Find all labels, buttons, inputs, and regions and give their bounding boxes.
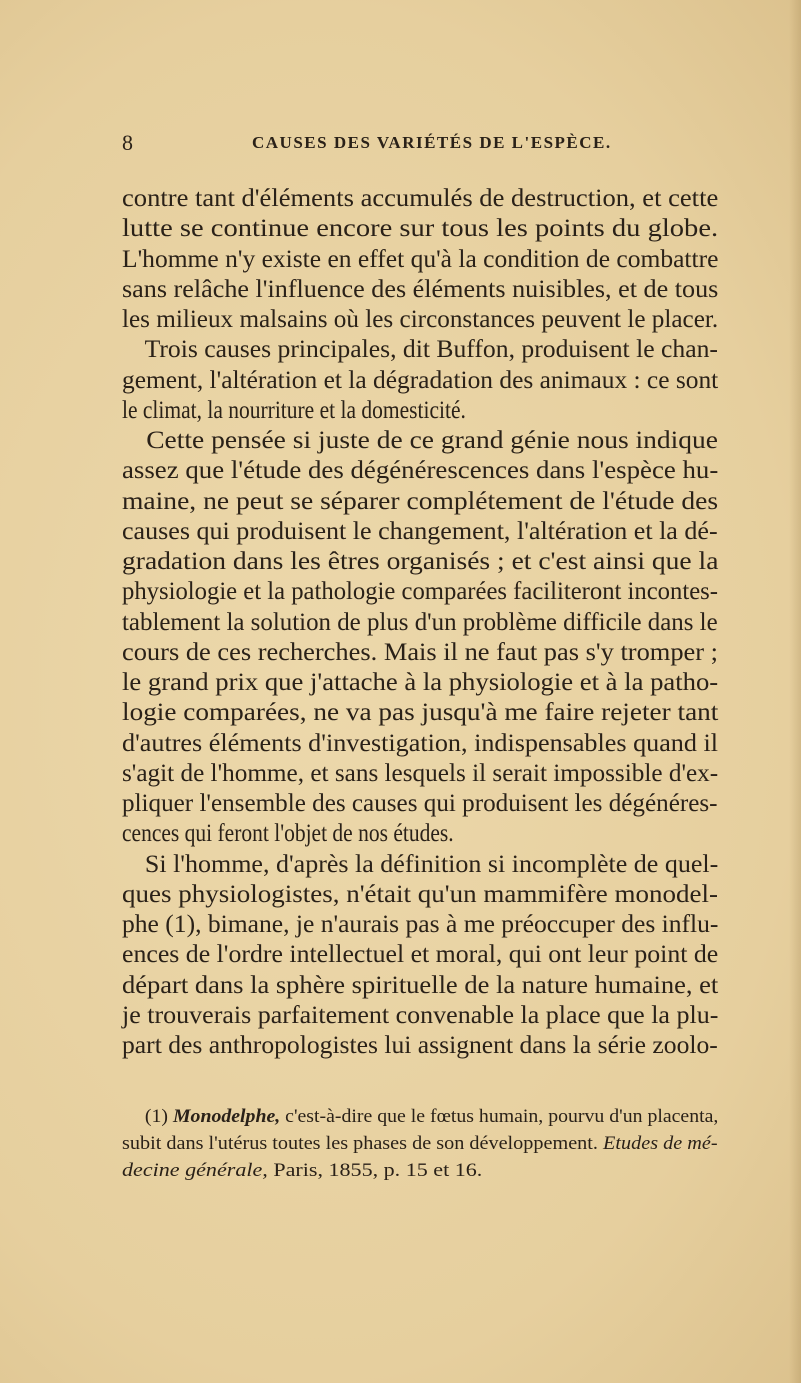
text-line: tablement la solution de plus d'un problème difficile dans le — [122, 608, 718, 636]
text-line: les milieux malsains où les circonstances peuvent le placer. — [122, 306, 719, 333]
footnote-line — [122, 1157, 801, 1184]
text-line: pliquer l'ensemble des causes qui produisent les dégénéres- — [122, 790, 718, 817]
text-line: causes qui produisent le changement, l'altération et la dé- — [122, 517, 718, 545]
text-line: le grand prix que j'attache à la physiologie et à la patho- — [122, 669, 719, 696]
text-line: départ dans la sphère spirituelle de la nature humaine, et — [122, 971, 719, 999]
text-line: assez que l'étude des dégénérescences dans l'espèce hu- — [122, 457, 719, 485]
page-number: 8 — [122, 130, 133, 155]
text-line: Trois causes principales, dit Buffon, produisent le chan- — [144, 336, 718, 364]
footnote-citation-title: decine générale, — [122, 1160, 268, 1181]
text-line: gradation dans les êtres organisés ; et c'est ainsi que la — [122, 548, 719, 575]
text-line: logie comparées, ne va pas jusqu'à me faire rejeter tant — [122, 699, 719, 727]
text-line: Cette pensée si juste de ce grand génie nous indique — [146, 427, 718, 454]
footnote-line — [122, 1130, 756, 1157]
footnote-line — [122, 1103, 743, 1130]
text-line: contre tant d'éléments accumulés de destruction, et cette — [122, 185, 719, 212]
body-text — [122, 184, 718, 1061]
footnote-marker: (1) — [144, 1106, 169, 1127]
text-line: je trouverais parfaitement convenable la place que la plu- — [122, 1001, 719, 1029]
text-line: part des anthropologistes lui assignent dans la série zoolo- — [122, 1032, 718, 1059]
text-line: L'homme n'y existe en effet qu'à la condition de combattre — [122, 245, 719, 273]
footnote-citation-title: Etudes de mé- — [603, 1133, 718, 1154]
text-line: cours de ces recherches. Mais il ne faut pas s'y tromper ; — [122, 638, 719, 666]
text-line: lutte se continue encore sur tous les points du globe. — [122, 215, 719, 243]
running-title: CAUSES DES VARIÉTÉS DE L'ESPÈCE. — [252, 133, 612, 152]
footnote-term: Monodelphe, — [172, 1106, 281, 1127]
text-line: cences qui feront l'objet de nos études. — [122, 820, 454, 848]
footnote-text: subit dans l'utérus toutes les phases de son développement. — [122, 1133, 598, 1154]
text-line: maine, ne peut se séparer complétement de l'étude des — [122, 487, 719, 515]
footnote-citation: Paris, 1855, p. 15 et 16. — [273, 1160, 483, 1181]
text-line: gement, l'altération et la dégradation des animaux : ce sont — [122, 366, 719, 394]
text-line: phe (1), bimane, je n'aurais pas à me préoccuper des influ- — [122, 911, 719, 938]
text-line: ques physiologistes, n'était qu'un mammifère monodel- — [122, 880, 718, 908]
footnote-text: c'est-à-dire que le fœtus humain, pourvu d'un placenta, — [285, 1106, 719, 1127]
text-line: ences de l'ordre intellectuel et moral, qui ont leur point de — [122, 941, 719, 969]
text-line: Si l'homme, d'après la définition si incomplète de quel- — [144, 850, 719, 878]
text-line: sans relâche l'influence des éléments nuisibles, et de tous — [122, 275, 719, 303]
text-line: d'autres éléments d'investigation, indispensables quand il — [122, 729, 719, 757]
running-header — [122, 130, 722, 156]
text-line: s'agit de l'homme, et sans lesquels il serait impossible d'ex- — [122, 759, 719, 787]
footnote — [122, 1103, 718, 1184]
text-line: physiologie et la pathologie comparées faciliteront incontes- — [122, 578, 718, 606]
text-line: le climat, la nourriture et la domesticité. — [122, 396, 466, 424]
